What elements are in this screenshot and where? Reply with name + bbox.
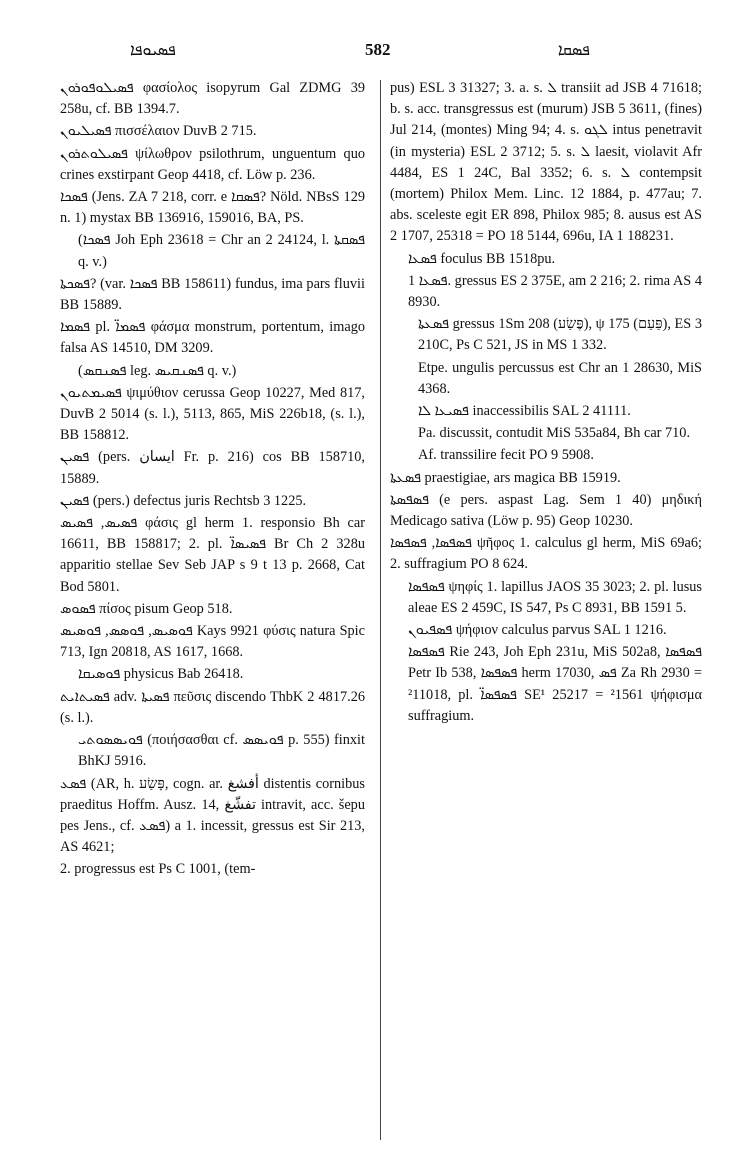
dictionary-entry: ܦܣܦܣܬܐ (e pers. aspast Lag. Sem 1 40) μηδική Medicago sativa (Löw p. 95) Geop 10230. — [390, 491, 702, 530]
dictionary-entry: ܦܘܣܝܣ, ܦܘܣܣ, ܦܘܣܝܣ Kays 9921 φύσις natura Spic 713, Ign 20818, AS 1617, 1668. — [60, 623, 365, 661]
dictionary-entry: ܦܣܟܬܐ? (var. ܦܣܟܐ BB 158611) fundus, ima pars fluvii BB 15889. — [60, 275, 365, 314]
dictionary-entry: ܦܣܥܬܐ praestigiae, ars magica BB 15919. — [390, 469, 621, 486]
dictionary-entry: ܦܣܝܥܐ ܠܐ inaccessibilis SAL 2 41111. — [418, 403, 631, 420]
page-header — [60, 40, 700, 66]
dictionary-entry: ܦܣܝܡܬܝܘܢ ψιμύθιον cerussa Geop 10227, Med 817, DuvB 2 5014 (s. l.), 5113, 865, MiS 226b18, (s. l.), BB 158812. — [60, 384, 365, 444]
dictionary-entry: ܦܣܦܣܐ ψηφίς 1. lapillus JAOS 35 3023; 2. pl. lusus aleae ES 2 459C, IS 547, Ps C 8931, BB 1591 5. — [408, 578, 702, 616]
dictionary-entry: Etpe. ungulis percussus est Chr an 1 28630, MiS 4368. — [418, 359, 702, 397]
dictionary-entry: ܦܣܥܐ foculus BB 1518pu. — [408, 250, 556, 267]
running-head-right: ܦܣܩܐ — [557, 40, 590, 59]
dictionary-entry: ܦܣܝܣ, ܦܣܝܣ φάσις gl herm 1. responsio Bh car 16611, BB 158817; 2. pl. ܦܣܝܣܐ̈ Br Ch 2 328u apparitio stellae Sev Seb JAP s 9 t 13 p. 2668, Cat Bod 5801. — [60, 515, 365, 595]
dictionary-entry: ܦܣܡܐ pl. ܦܣܡܐ̈ φάσμα monstrum, portentum, imago falsa AS 14510, DM 3209. — [60, 319, 365, 357]
dictionary-entry: ܦܣܝܠܘܦܘܪܘܢ φασίολος isopyrum Gal ZDMG 39 258u, cf. BB 1394.7. — [60, 80, 365, 118]
dictionary-entry: (ܦܣܟܐ Joh Eph 23618 = Chr an 2 24124, l. ܦܣܩܬܐ q. v.) — [78, 232, 365, 270]
dictionary-entry: ܦܣܝܬܐܝܬ adv. ܦܣܝܬܐ πεῦσις discendo ThbK 2 4817.26 (s. l.). — [60, 688, 365, 726]
dictionary-entry: Af. transsilire fecit PO 9 5908. — [418, 447, 594, 464]
dictionary-entry: ܦܣܥܐ 1. gressus ES 2 375E, am 2 216; 2. rima AS 4 8930. — [408, 272, 702, 311]
dictionary-entry: ܦܣܦܣܐ Rie 243, Joh Eph 231u, MiS 502a8, ܦܣܦܣܐ Petr Ib 538, ܦܣܦܣܐ herm 17030, ܦܣ Za Rh 2930 = ²11018, pl. ܦܣܦܣܐ̈ SE¹ 25217 = ²1561 ψήφισμα suffragium. — [408, 644, 703, 724]
dictionary-entry: ܦܣܘܣ πίσος pisum Geop 518. — [60, 600, 233, 617]
dictionary-entry: ܦܣܟܐ (Jens. ZA 7 218, corr. e ܦܣܩܐ? Nöld. NBsS 129 n. 1) mystax BB 136916, 159016, BA, PS. — [60, 189, 366, 227]
dictionary-entry: ܦܣܝܢ (pers.) defectus juris Rechtsb 3 1225. — [60, 492, 307, 509]
dictionary-entry: ܦܣܥܬܐ gressus 1Sm 208 (פֶּשַׂע), ψ 175 (פַּעַם), ES 3 210C, Ps C 521, JS in MS 1 332. — [418, 316, 702, 354]
dictionary-entry: ܦܣܝܢ (pers. ايسان Fr. p. 216) cos BB 158710, 15889. — [60, 449, 366, 487]
right-column — [390, 78, 702, 728]
dictionary-entry: ܦܣܝܠܝܘܢ πισσέλαιον DuvB 2 715. — [60, 123, 257, 140]
dictionary-entry: ܦܣܦܣܐ, ܦܣܦܣܐ ψῆφος 1. calculus gl herm, MiS 69a6; 2. suffragium PO 8 624. — [390, 535, 702, 573]
page-number: 582 — [365, 40, 391, 59]
dictionary-entry: ܦܘܝܣܣܘܬܝ (ποιήσασθαι cf. ܦܘܝܣܣ p. 555) finxit BhKJ 5916. — [78, 732, 365, 770]
dictionary-entry: ܦܘܣܝܩܐ physicus Bab 26418. — [78, 666, 244, 683]
left-column — [60, 78, 365, 882]
dictionary-entry: 2. progressus est Ps C 1001, (tem- — [60, 861, 256, 878]
dictionary-entry: Pa. discussit, contudit MiS 535a84, Bh car 710. — [418, 425, 691, 442]
running-head-left: ܦܣܝܘܦܐ — [130, 40, 176, 59]
dictionary-entry: (ܦܣܢܩܣ leg. ܦܣܢܩܝܣ q. v.) — [78, 362, 237, 379]
dictionary-entry: ܦܣܝܠܘܬܪܘܢ ψίλωθρον psilothrum, unguentum quo crines exstirpant Geop 4418, cf. Löw p. 236. — [60, 145, 365, 183]
column-divider — [380, 80, 381, 1140]
dictionary-entry: pus) ESL 3 31327; 3. a. s. ܠ transiit ad JSB 4 71618; b. s. acc. transgressus est (murum) JSB 5 3611, (fines) Jul 214, (montes) Ming 94; 4. s. ܠܓܘ intus penetravit (in mysteria) ESL 2 3712; 5. s. ܠ laesit, violavit Afr 4484, ES 1 24C, Bal 3352; 6. s. ܠ contempsit (mortem) Philox Mem. Linc. 12 1884, p. 477au; 7. abs. sceleste egit ER 898, Philox 985; 8. ausus est AS 2 1707, 25318 = PO 18 5144, 696u, IA 1 188231. — [390, 80, 702, 245]
dictionary-entry: ܦܣܥ (AR, h. פָּשַׂע, cogn. ar. أفشغ distentis cornibus praeditus Hoffm. Ausz. 14, تفشّغ intravit, acc. šepu pes Jens., cf. ܦܣܥ) a 1. incessit, gressus est Sir 213, AS 4621; — [60, 775, 365, 856]
dictionary-entry: ܦܣܦܝܘܢ ψήφιον calculus parvus SAL 1 1216. — [408, 622, 667, 639]
